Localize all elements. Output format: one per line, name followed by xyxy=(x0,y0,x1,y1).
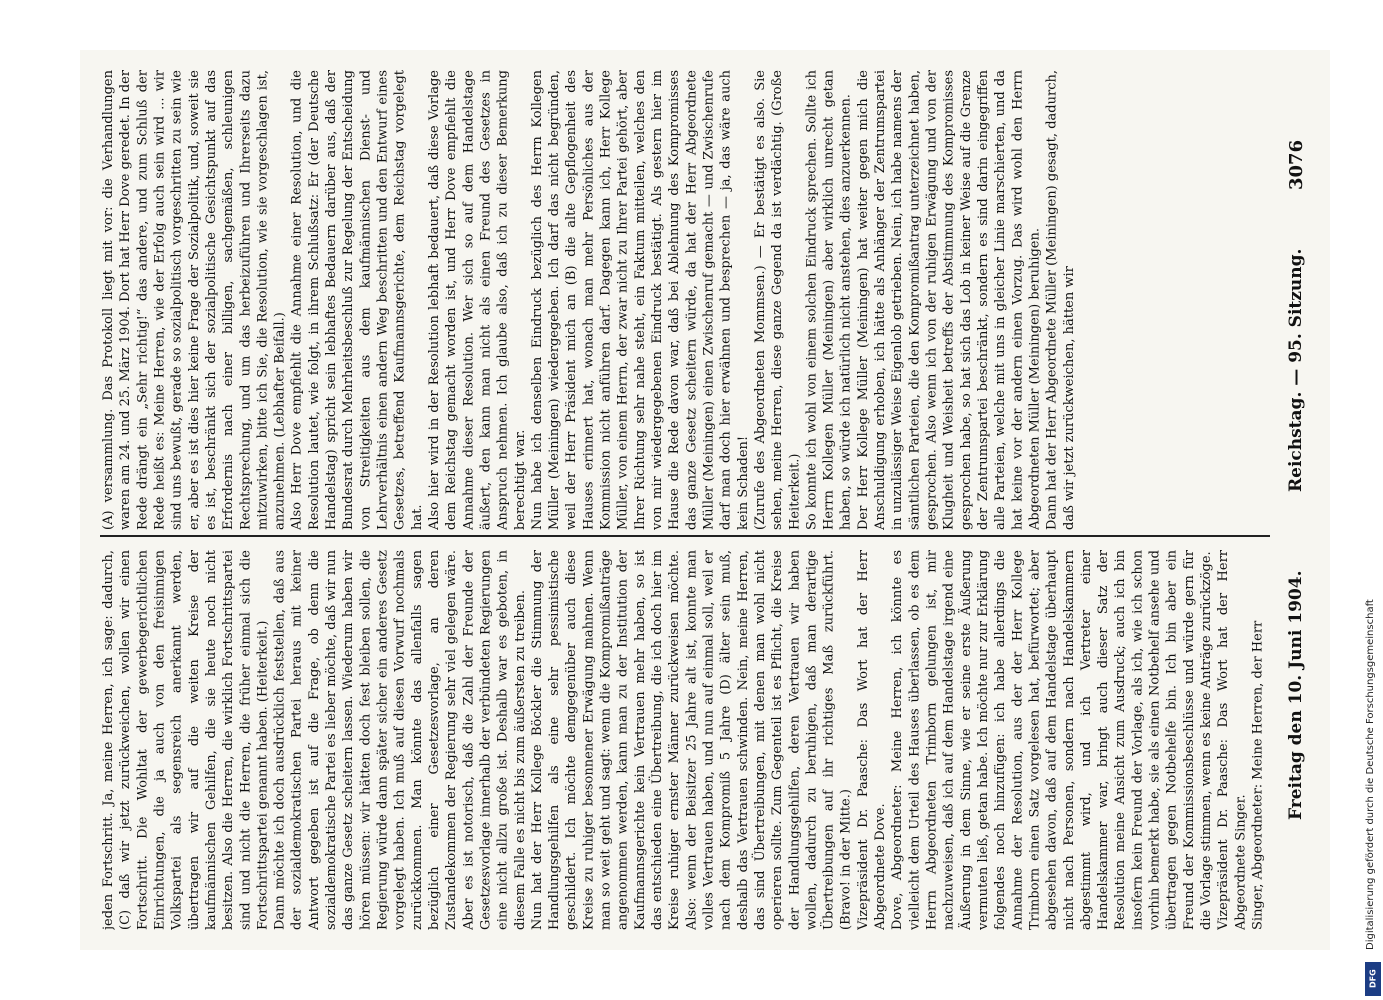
document-page xyxy=(80,50,1330,950)
dfg-logo: DFG xyxy=(1365,962,1381,996)
paragraph: Singer, Abgeordneter: Meine Herren, der Herr xyxy=(1250,620,1266,930)
column-divider xyxy=(100,535,1270,537)
paragraph: Also hier wird in der Resolution lebhaft bedauert, daß diese Vorlage dem Reichstag gemacht worden ist, und Herr Dove empfiehlt die Annahme dieser Resolution. Wer sich so auf dem Handelstage äußert, den kann man nicht als einen Freund des Gesetzes in Anspruch nehmen. Ich glaube also, daß ich zu dieser Bemerkung berechtigt war. xyxy=(426,70,528,530)
left-text-column xyxy=(100,70,1270,530)
page-date: Freitag den 10. Juni 1904. xyxy=(1286,570,1306,820)
page-number: 3076 xyxy=(1286,139,1307,190)
paragraph: Dann möchte ich doch ausdrücklich feststellen, daß aus der sozialdemokratischen Partei heraus mit keiner Antwort gegeben ist auf die Frage, ob denn die sozialdemokratische Partei es lieber möchte, daß wir nun das ganze Gesetz scheitern lassen. Wiederum haben wir hören müssen: wir hätten doch fest bleiben sollen, die Regierung würde dann später sicher ein anderes Gesetz vorgelegt haben. Ich muß auf diesen Vorwurf nochmals zurückkommen. Man könnte das allenfalls sagen bezüglich einer Gesetzesvorlage, an deren Zustandekommen der Regierung sehr viel gelegen wäre. Aber es ist notorisch, daß die Zahl der Freunde der Gesetzesvorlage innerhalb der verbündeten Regierungen eine nicht allzu große ist. Deshalb war es geboten, in diesem Falle es nicht bis zum äußersten zu treiben. xyxy=(272,550,528,930)
paragraph: Also Herr Dove empfiehlt die Annahme einer Resolution, und die Resolution lautet, wie folgt, in ihrem Schlußsatz: Er (der Deutsche Handelstag) spricht sein lebhaftes Bedauern darüber aus, daß der Bundesrat durch Mehrheitsbeschluß zur Regelung der Entscheidung von Streitigkeiten aus dem kaufmännischen Dienst- und Lehrverhältnis einen andern Weg beschritten und den Entwurf eines Gesetzes, betreffend Kaufmannsgerichte, dem Reichstag vorgelegt hat. xyxy=(289,70,425,530)
paragraph: Vizepräsident Dr. Paasche: Das Wort hat der Herr Abgeordnete Dove. xyxy=(855,550,889,930)
paragraph: Dove, Abgeordneter: Meine Herren, ich könnte es vielleicht dem Urteil des Hauses überlassen, ob es dem Herrn Abgeordneten Trimborn gelungen ist, mir nachzuweisen, daß ich auf dem Handelstage irgend eine Äußerung in dem Sinne, wie er seine erste Äußerung vermuten ließ, getan habe. Ich möchte nur zur Erklärung folgendes noch hinzufügen: ich habe allerdings die Annahme der Resolution, aus der der Herr Kollege Trimborn einen Satz vorgelesen hat, befürwortet; aber abgesehen davon, daß auf dem Handelstage überhaupt nicht nach Personen, sondern nach Handelskammern abgestimmt wird, und ich Vertreter einer Handelskammer war, bringt auch dieser Satz der Resolution meine Ansicht zum Ausdruck; auch ich bin insofern kein Freund der Vorlage, als ich, wie ich schon vorhin bemerkt habe, sie als einen Notbehelf ansehe und übertragen gegen Notbehelfe bin. Ich bin aber ein Freund der Kommissionsbeschlüsse und würde gern für die Vorlage stimmen, wenn es keine Anträge zurückzöge. xyxy=(890,550,1214,930)
paragraph: (A) versammlung. Das Protokoll liegt mit vor: die Verhandlungen waren am 24. und 25. März 1904. Dort hat Herr Dove geredet. In der Rede drängt ein „Sehr richtig!“ das andere, und zum Schluß der Rede heißt es: Meine Herren, wie der Erfolg auch sein wird ... wir sind uns bewußt, gerade so sozialpolitisch vorgeschritten zu sein wie er, aber es ist dies hier keine Frage der Sozialpolitik, und, soweit sie es ist, beschränkt sich der sozialpolitische Gesichtspunkt auf das Erfordernis nach einer billigen, sachgemäßen, schleunigen Rechtsprechung, und um das herbeizuführen und Ihrerseits dazu mitzuwirken, bitte ich Sie, die Resolution, wie sie vorgeschlagen ist, anzunehmen. (Lebhafter Beifall.) xyxy=(101,70,288,530)
paragraph: Nun habe ich denselben Eindruck bezüglich des Herrn Kollegen Müller (Meiningen) wiedergegeben. Ich darf das nicht begründen, weil der Herr Präsident mich an (B) die alte Gepflogenheit des Hauses erinnert hat, wonach man mehr Persönliches aus der Kommission nicht anführen darf. Dagegen kann ich, Herr Kollege Müller, von einem Herrn, der zwar nicht zu Ihrer Partei gehört, aber Ihrer Richtung sehr nahe steht, ein Faktum mitteilen, welches den von mir wiedergegebenen Eindruck bestätigt. Als gestern hier im Hause die Rede davon war, daß bei Ablehnung des Kompromisses das ganze Gesetz scheitern würde, da hat der Herr Abgeordnete Müller (Meiningen) einen Zwischenruf gemacht — und Zwischenrufe darf man doch hier erwähnen und besprechen — ja, das wäre auch kein Schaden! xyxy=(529,70,751,530)
page-title: Reichstag. — 95. Sitzung. xyxy=(1286,248,1306,492)
paragraph: Der Herr Kollege Müller (Meiningen) hat weiter gegen mich die Anschuldigung erhoben, ich hätte als Anhänger der Zentrumspartei in unzulässiger Weise Eigenlob getrieben. Nein, ich habe namens der sämtlichen Parteien, die den Kompromißantrag unterzeichnet haben, gesprochen. Also wenn ich von der ruhigen Erwägung und von der Klugheit und Weisheit betreffs der Abstimmung des Kompromisses gesprochen habe, so hat sich das Lob in keiner Weise auf die Grenze der Zentrumspartei beschränkt, sondern es sind darin eingegriffen alle Parteien, welche mit uns in gleicher Linie marschierten, und da hat keine vor der andern einen Vorzug. Das wird wohl den Herrn Abgeordneten Müller (Meiningen) beruhigen. xyxy=(855,70,1043,530)
paragraph: Dann hat der Herr Abgeordnete Müller (Meiningen) gesagt, dadurch, daß wir jetzt zurückweichen, hätten wir xyxy=(1044,70,1077,530)
paragraph: (Zurufe des Abgeordneten Mommsen.) — Er bestätigt es also. Sie sehen, meine Herren, diese ganze Gegend da ist verdächtig. (Große Heiterkeit.) xyxy=(752,70,803,530)
right-text-column xyxy=(100,550,1270,930)
digitization-note: Digitalisierung gefördert durch die Deutsche Forschungsgemeinschaft xyxy=(1365,599,1376,950)
paragraph: So konnte ich wohl von einem solchen Eindruck sprechen. Sollte ich Herrn Kollegen Müller (Meiningen) aber wirklich unrecht getan haben, so würde ich natürlich nicht anstehen, dies anzuerkennen. xyxy=(804,70,854,530)
paragraph: Nun hat der Herr Kollege Böckler die Stimmung der Handlungsgehilfen als eine sehr pessimistische geschildert. Ich möchte demgegenüber auch diese Kreise zu ruhiger besonnener Erwägung mahnen. Wenn man so weit geht und sagt: wenn die Kompromißanträge angenommen werden, kann man zu der Institution der Kaufmannsgerichte kein Vertrauen mehr haben, so ist das entschieden eine Übertreibung, die ich doch hier im Kreise ruhiger ernster Männer zurückweisen möchte. Also: wenn der Beisitzer 25 Jahre alt ist, konnte man volles Vertrauen haben, und nun auf einmal soll, weil er nach dem Kompromiß 5 Jahre (D) älter sein muß, deshalb das Vertrauen schwinden. Nein, meine Herren, das sind Übertreibungen, mit denen man wohl nicht operieren sollte. Zum Gegenteil ist es Pflicht, die Kreise der Handlungsgehilfen, deren Vertrauen wir haben wollen, dadurch zu beruhigen, daß man derartige Übertreibungen auf ihr richtiges Maß zurückführt. (Bravo! in der Mitte.) xyxy=(529,550,854,930)
paragraph: Vizepräsident Dr. Paasche: Das Wort hat der Herr Abgeordnete Singer. xyxy=(1216,550,1249,930)
paragraph: jeden Fortschritt. Ja, meine Herren, ich sage: dadurch, (C) daß wir jetzt zurückweichen, wollen wir einen Fortschritt. Die Wohltat der gewerbegerichtlichen Einrichtungen, die ja auch von den freisinnigen Volkspartei als segensreich anerkannt werden, übertragen wir auf die weiten Kreise der kaufmännischen Gehilfen, die sie heute noch nicht besitzen. Also die Herren, die wirklich Fortschrittspartei sind und nicht die Herren, die früher einmal sich die Fortschrittspartei genannt haben. (Heiterkeit.) xyxy=(101,550,271,930)
